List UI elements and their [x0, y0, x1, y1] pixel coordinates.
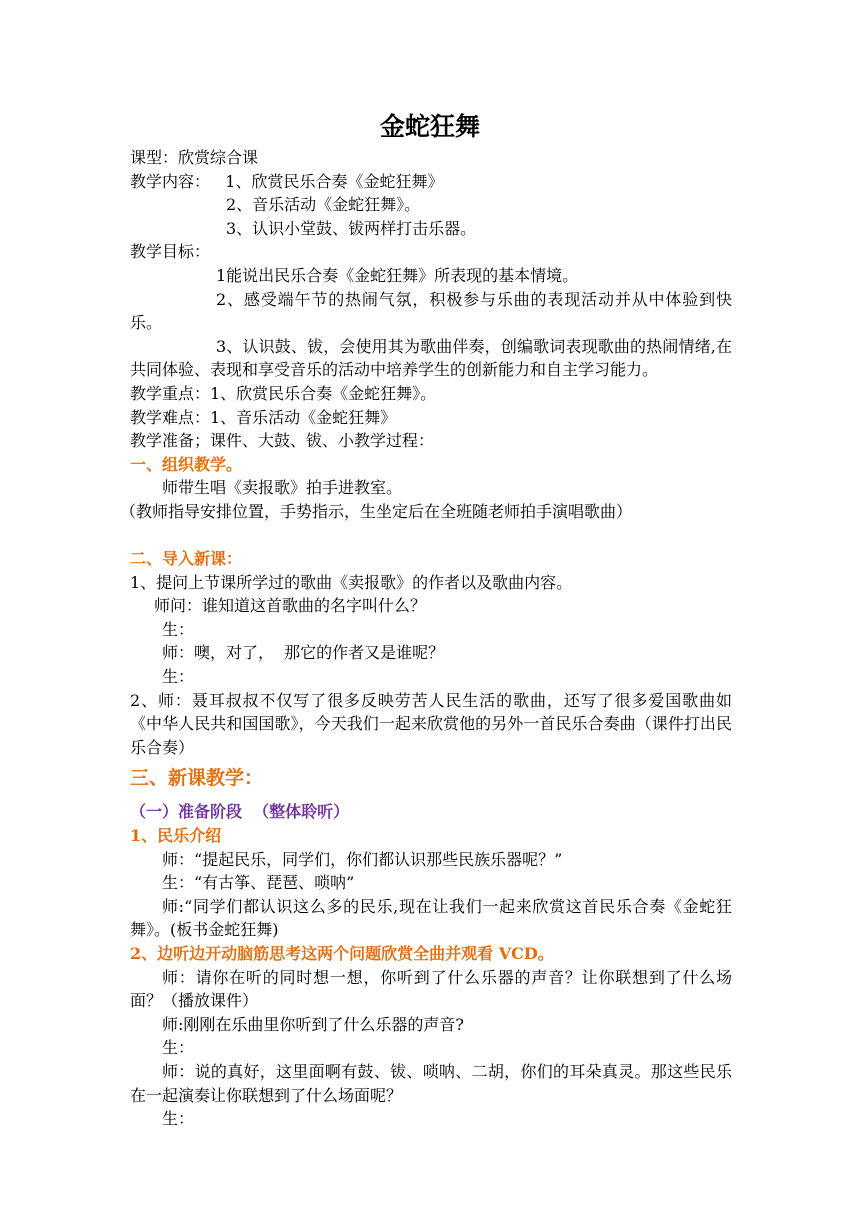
paragraph: 师:“同学们都认识这么多的民乐,现在让我们一起来欣赏这首民乐合奏《金蛇狂舞》。(板书金蛇狂舞): [130, 896, 732, 940]
section-heading-1: 一、组织教学。: [130, 454, 243, 474]
content-item-3: 3、认识小堂鼓、钹两样打击乐器。: [226, 218, 477, 238]
paragraph: 师：噢，对了， 那它的作者又是谁呢？: [162, 643, 445, 663]
paragraph: 生：: [162, 1109, 195, 1129]
subsection-heading: 1、民乐介绍: [130, 826, 222, 846]
paragraph: 生：: [162, 667, 195, 687]
paragraph: 生：“有古筝、琵琶、唢呐”: [162, 873, 355, 893]
document-title: 金蛇狂舞: [379, 112, 480, 141]
paragraph: 1、提问上节课所学过的歌曲《卖报歌》的作者以及歌曲内容。: [130, 572, 573, 592]
preparation: 教学准备；课件、大鼓、钹、小教学过程：: [130, 431, 435, 451]
section-heading-2: 二、导入新课：: [130, 549, 243, 569]
paragraph: 师：请你在听的同时想一想，你听到了什么乐器的声音？让你联想到了什么场面？（播放课件）: [130, 967, 732, 1011]
objective-2: 2、感受端午节的热闹气氛，积极参与乐曲的表现活动并从中体验到快乐。: [130, 289, 732, 333]
section-heading-3: 三、新课教学：: [130, 767, 264, 790]
paragraph: 师：说的真好，这里面啊有鼓、钹、唢呐、二胡，你们的耳朵真灵。那这些民乐在一起演奏让你联想到了什么场面呢？: [130, 1061, 732, 1105]
paragraph: 师问：谁知道这首歌曲的名字叫什么？: [154, 596, 427, 616]
subsection-heading: 2、边听边开动脑筋思考这两个问题欣赏全曲并观看 VCD。: [130, 944, 554, 963]
subsection-heading: （一）准备阶段 （整体聆听）: [130, 802, 350, 822]
paragraph: 师:刚刚在乐曲里你听到了什么乐器的声音?: [162, 1014, 464, 1034]
paragraph: （教师指导安排位置，手势指示，生坐定后在全班随老师拍手演唱歌曲）: [120, 501, 633, 521]
objective-3: 3、认识鼓、钹，会使用其为歌曲伴奏，创编歌词表现歌曲的热闹情绪,在共同体验、表现和享受音乐的活动中培养学生的创新能力和自主学习能力。: [130, 336, 732, 380]
content-item-1: 教学内容： 1、欣赏民乐合奏《金蛇狂舞》: [130, 171, 444, 191]
blank-line: [130, 524, 732, 548]
key-point: 教学重点：1、欣赏民乐合奏《金蛇狂舞》。: [130, 383, 437, 403]
document-body: [120, 146, 732, 1131]
paragraph: 生：: [162, 1038, 195, 1058]
objective-1: 1能说出民乐合奏《金蛇狂舞》所表现的基本情境。: [216, 265, 579, 285]
content-item-2: 2、音乐活动《金蛇狂舞》。: [226, 195, 421, 215]
paragraph: 师带生唱《卖报歌》拍手进教室。: [162, 478, 403, 498]
paragraph: 2、师：聂耳叔叔不仅写了很多反映劳苦人民生活的歌曲，还写了很多爱国歌曲如《中华人民共和国国歌》，今天我们一起来欣赏他的另外一首民乐合奏曲（课件打出民乐合奏）: [130, 690, 732, 757]
paragraph: 生：: [162, 619, 195, 639]
objectives-label: 教学目标：: [130, 242, 211, 262]
difficult-point: 教学难点：1、音乐活动《金蛇狂舞》: [130, 407, 397, 427]
paragraph: 师：“提起民乐，同学们，你们都认识那些民族乐器呢？”: [162, 849, 563, 869]
lesson-type: 课型：欣赏综合课: [130, 148, 259, 167]
